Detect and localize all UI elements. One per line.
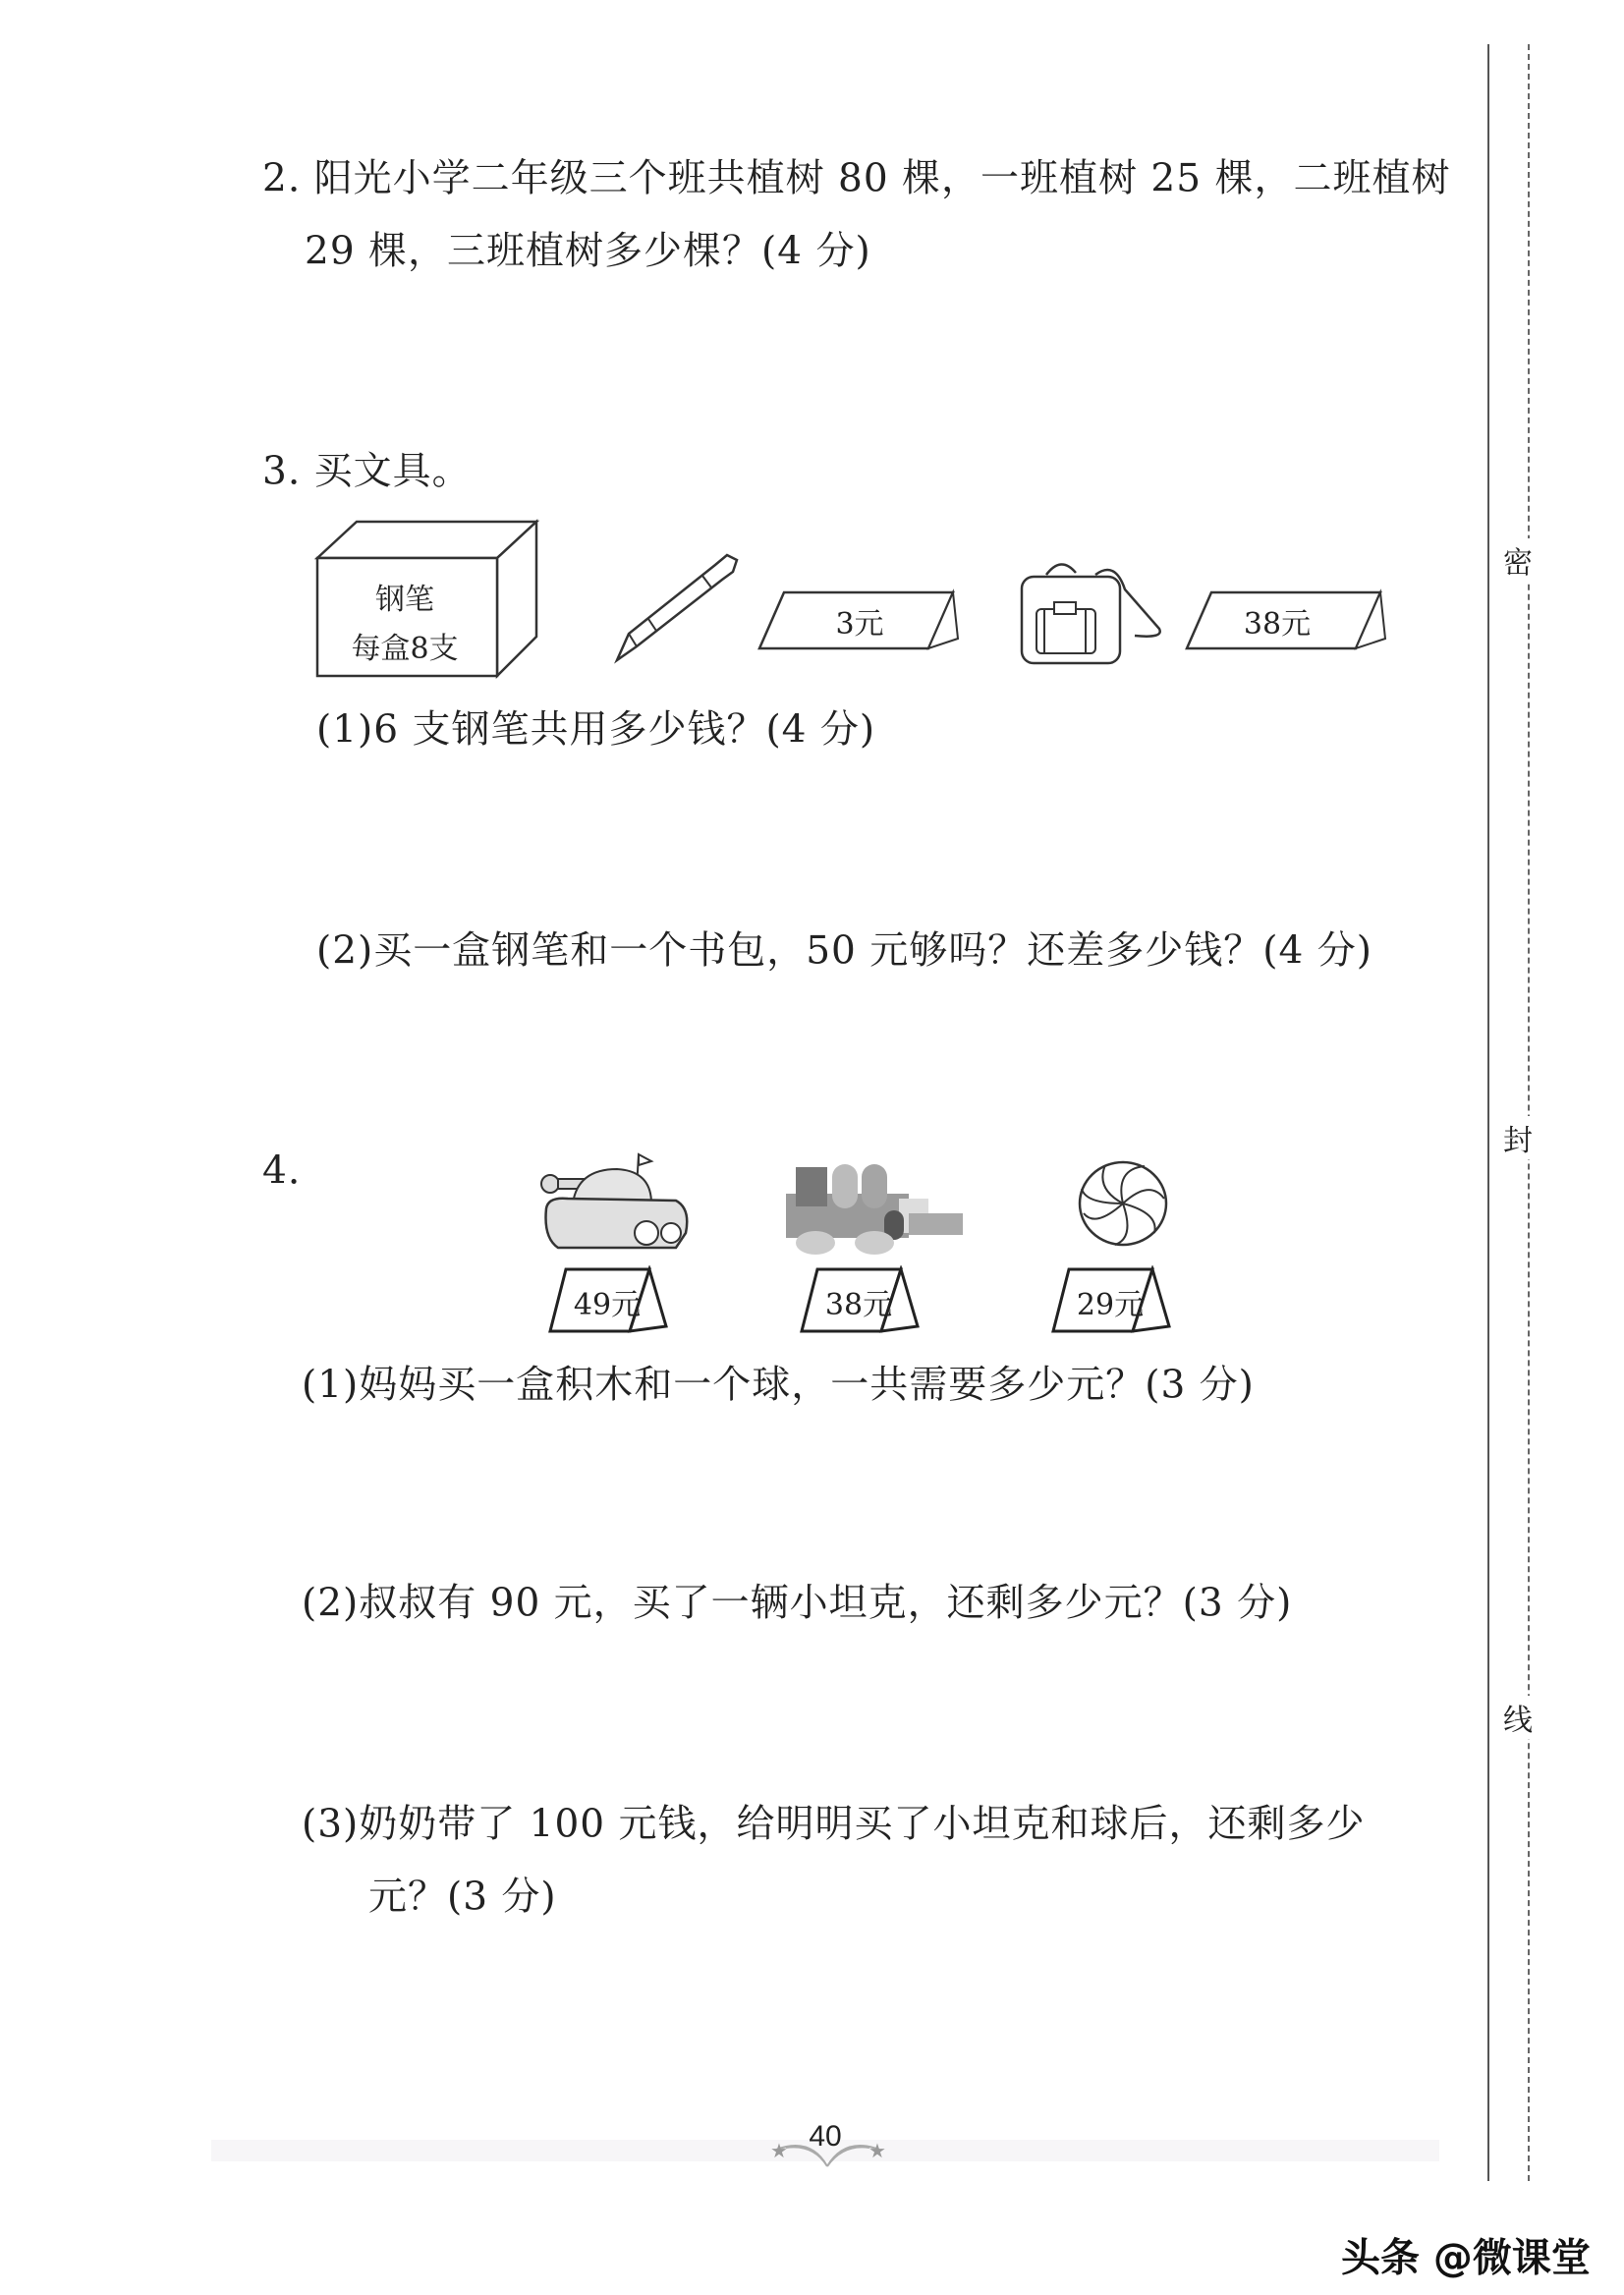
- watermark: 头条 @微课堂: [1341, 2235, 1591, 2281]
- seal-mark-feng: 封: [1503, 1116, 1533, 1159]
- q4-title: 4.: [262, 1148, 302, 1194]
- q3-sub2: (2)买一盒钢笔和一个书包，50 元够吗？还差多少钱？(4 分): [316, 928, 1372, 974]
- binding-solid-line: [1487, 44, 1489, 2181]
- ball-icon: [1076, 1159, 1174, 1248]
- fountain-pen-icon: [609, 550, 756, 666]
- box-label-line2: 每盒8支: [351, 632, 459, 666]
- pen-price: 3元: [835, 607, 884, 642]
- q2-line1: 2. 阳光小学二年级三个班共植树 80 棵，一班植树 25 棵，二班植树: [262, 156, 1451, 201]
- q2-line2: 29 棵，三班植树多少棵？(4 分): [305, 229, 871, 274]
- svg-text:★: ★: [868, 2139, 886, 2162]
- seal-mark-mi: 密: [1503, 538, 1533, 582]
- q3-title: 3. 买文具。: [262, 449, 472, 494]
- binding-dashed-line: [1528, 44, 1530, 2181]
- building-blocks-icon: [781, 1159, 968, 1258]
- box-label-line1: 钢笔: [375, 583, 434, 617]
- blocks-price: 38元: [824, 1288, 893, 1322]
- svg-text:★: ★: [770, 2139, 788, 2162]
- q4-sub3-line2: 元？(3 分): [368, 1875, 557, 1920]
- q4-sub3-line1: (3)奶奶带了 100 元钱，给明明买了小坦克和球后，还剩多少: [302, 1802, 1366, 1847]
- page-number: 40: [809, 2120, 842, 2153]
- ball-price: 29元: [1076, 1288, 1145, 1322]
- seal-mark-xian: 线: [1503, 1696, 1533, 1739]
- tank-price: 49元: [573, 1288, 642, 1322]
- backpack-icon: [1017, 555, 1169, 668]
- q4-sub2: (2)叔叔有 90 元，买了一辆小坦克，还剩多少元？(3 分): [302, 1581, 1293, 1626]
- bag-price: 38元: [1243, 607, 1312, 642]
- toy-tank-icon: [538, 1149, 696, 1258]
- q4-sub1: (1)妈妈买一盒积木和一个球，一共需要多少元？(3 分): [302, 1363, 1255, 1408]
- q3-sub1: (1)6 支钢笔共用多少钱？(4 分): [316, 707, 876, 753]
